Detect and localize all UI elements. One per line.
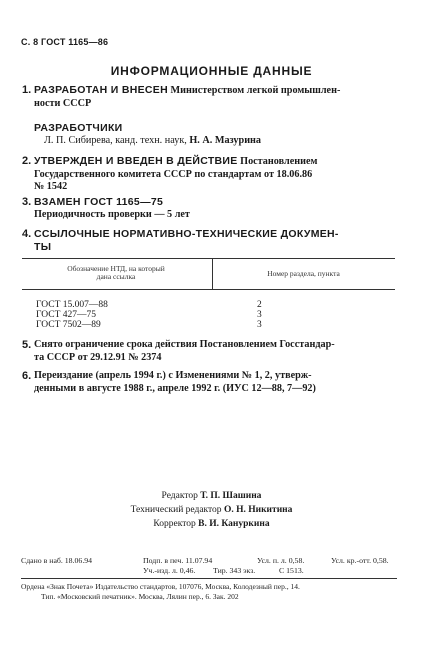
editor-name: Т. П. Шашина bbox=[200, 491, 262, 501]
column-header-section: Номер раздела, пункта bbox=[267, 269, 340, 278]
corrector-line: Корректор В. И. Кануркина bbox=[153, 519, 270, 529]
table-cell-document: ГОСТ 7502—89 bbox=[36, 320, 101, 330]
item-number: 2. bbox=[22, 155, 32, 167]
developers-heading: РАЗРАБОТЧИКИ bbox=[34, 122, 123, 134]
item-heading: ССЫЛОЧНЫЕ НОРМАТИВНО-ТЕХНИЧЕСКИЕ ДОКУМЕН- bbox=[34, 228, 339, 240]
author-2: Н. А. Мазурина bbox=[189, 135, 262, 146]
imprint-line-1: Сдано в наб. 18.06.94 Подп. в печ. 11.07.94 Усл. п. л. 0,58. Усл. кр.-отт. 0,58. bbox=[21, 556, 389, 565]
item-text-continued: № 1542 bbox=[34, 181, 68, 192]
tech-editor-line: Технический редактор О. Н. Никитина bbox=[130, 505, 293, 515]
page-header: С. 8 ГОСТ 1165—86 bbox=[21, 37, 109, 47]
item-text: Постановлением bbox=[237, 156, 318, 167]
tech-editor-name: О. Н. Никитина bbox=[223, 505, 293, 515]
item-number: 5. bbox=[22, 339, 32, 351]
item-heading: ВЗАМЕН ГОСТ 1165—75 bbox=[34, 196, 164, 208]
item-heading-continued: ТЫ bbox=[34, 240, 52, 253]
section-title: ИНФОРМАЦИОННЫЕ ДАННЫЕ bbox=[110, 64, 313, 78]
item-number: 4. bbox=[22, 228, 32, 240]
item-number: 3. bbox=[22, 196, 32, 208]
table-cell-document: ГОСТ 15.007—88 bbox=[36, 300, 108, 310]
table-cell-section: 2 bbox=[257, 300, 262, 310]
table-cell-section: 3 bbox=[257, 310, 262, 320]
author-1: Л. П. Сибирева, канд. техн. наук, bbox=[44, 135, 187, 146]
item-text-continued: ности СССР bbox=[34, 97, 92, 109]
item-text-continued: денными в августе 1988 г., апреле 1992 г. (ИУС 12—88, 7—92) bbox=[34, 382, 316, 394]
column-header-document: Обозначение НТД, на который дана ссылка bbox=[67, 264, 165, 281]
corrector-name: В. И. Кануркина bbox=[198, 519, 270, 529]
item-text: Периодичность проверки — 5 лет bbox=[34, 208, 190, 220]
reference-table-header bbox=[22, 258, 395, 290]
item-number: 6. bbox=[22, 370, 32, 382]
table-row bbox=[36, 320, 366, 330]
printer-line: Тип. «Московский печатник». Москва, Лялин пер., 6. Зак. 202 bbox=[41, 592, 239, 601]
table-cell-section: 3 bbox=[257, 320, 262, 330]
table-cell-document: ГОСТ 427—75 bbox=[36, 310, 96, 320]
publisher-footer bbox=[21, 582, 411, 602]
item-text: Переиздание (апрель 1994 г.) с Изменениями № 1, 2, утверж- bbox=[34, 370, 312, 381]
table-row bbox=[36, 300, 366, 310]
item-text-continued: Государственного комитета СССР по стандартам от 18.06.86 bbox=[34, 168, 313, 180]
item-text: Снято ограничение срока действия Постановлением Госстандар- bbox=[34, 339, 335, 350]
publisher-line: Ордена «Знак Почета» Издательство стандартов, 107076, Москва, Колодезный пер., 14. bbox=[21, 582, 300, 591]
editor-line: Редактор Т. П. Шашина bbox=[161, 491, 262, 501]
divider bbox=[21, 578, 397, 579]
item-heading: РАЗРАБОТАН И ВНЕСЕН bbox=[34, 84, 168, 96]
imprint-line-2: Уч.-изд. л. 0,46. Тир. 343 экз. С 1513. bbox=[143, 566, 304, 575]
item-heading: УТВЕРЖДЕН И ВВЕДЕН В ДЕЙСТВИЕ bbox=[34, 155, 238, 167]
item-text: Министерством легкой промышлен- bbox=[167, 85, 341, 96]
table-row bbox=[36, 310, 366, 320]
item-number: 1. bbox=[22, 84, 32, 96]
developers-list bbox=[44, 135, 261, 146]
item-text-continued: та СССР от 29.12.91 № 2374 bbox=[34, 351, 162, 363]
